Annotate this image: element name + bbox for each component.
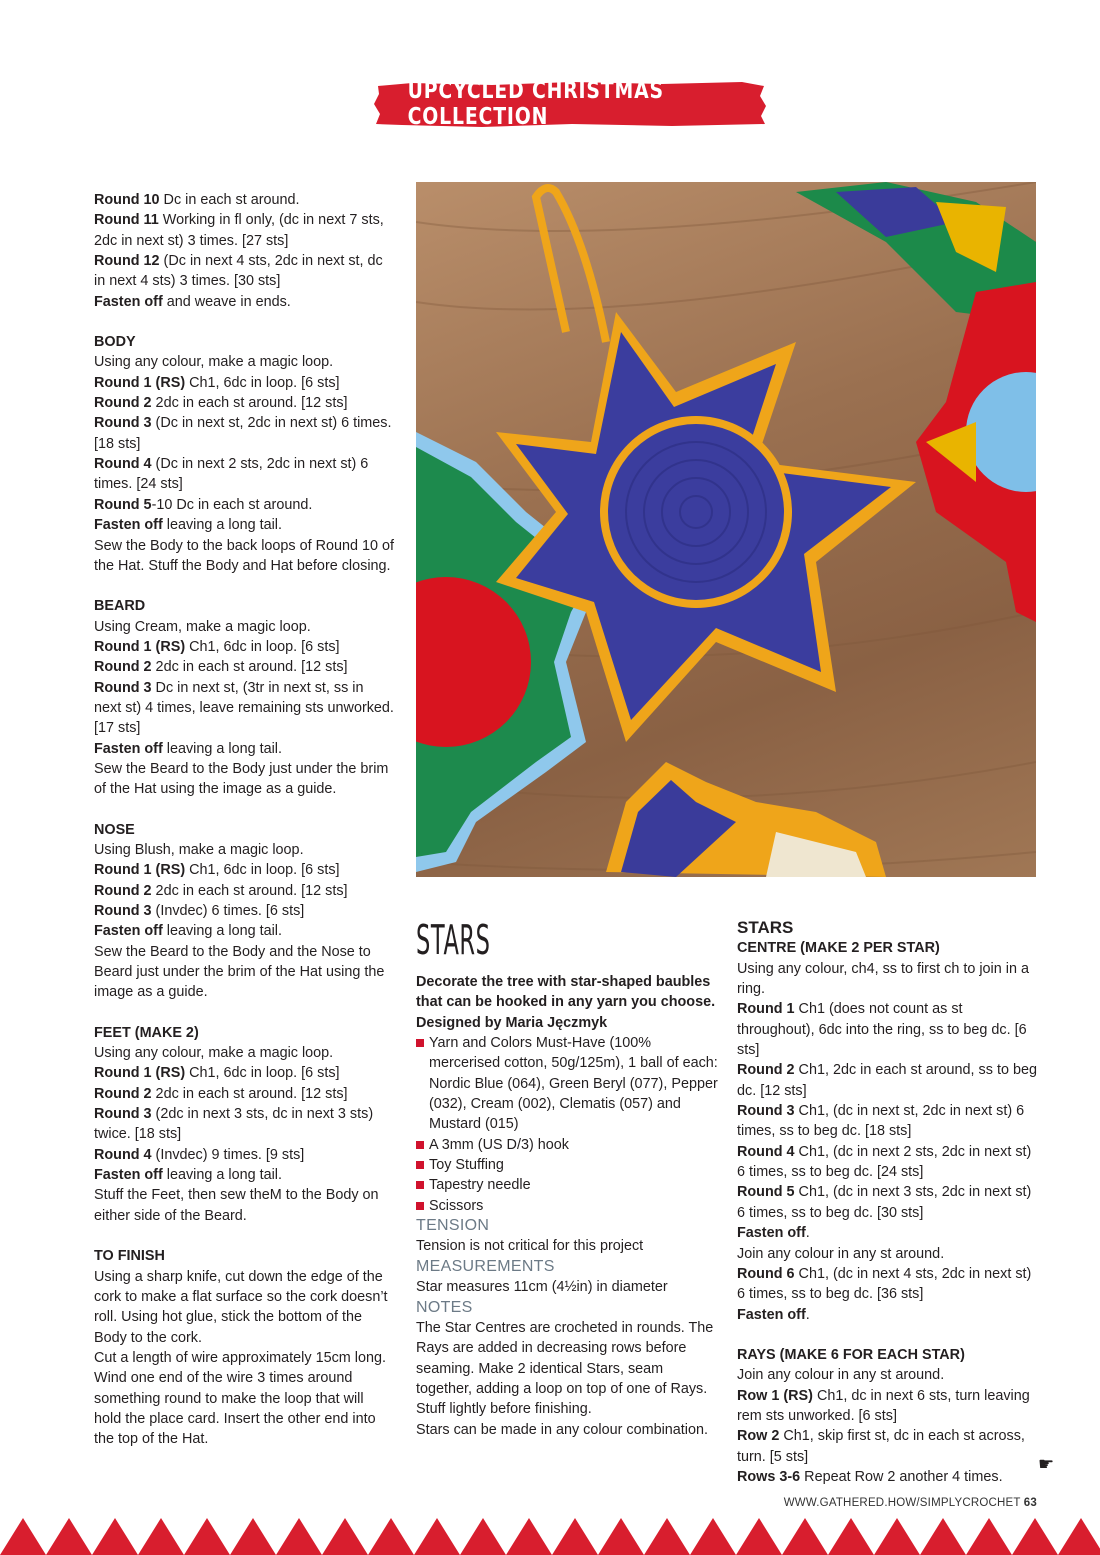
footer-url: WWW.GATHERED.HOW/SIMPLYCROCHET (783, 1497, 1024, 1509)
centre-fasten-2: Fasten off. (737, 1306, 810, 1323)
feet-fasten: Fasten off leaving a long tail. (94, 1167, 282, 1184)
body-round3: Round 3 (Dc in next st, 2dc in next st) 6 times. [18 sts] (94, 415, 392, 452)
page-number: 63 (1023, 1497, 1037, 1509)
body-sew: Sew the Body to the back loops of Round 10 of the Hat. Stuff the Body and Hat before closing. (94, 537, 395, 574)
beard-round1: Round 1 (RS) Ch1, 6dc in loop. [6 sts] (94, 638, 340, 655)
body-round4: Round 4 (Dc in next 2 sts, 2dc in next st) 6 times. [24 sts] (94, 456, 369, 493)
centre-round3: Round 3 Ch1, (dc in next st, 2dc in next st) 6 times, ss to beg dc. [18 sts] (737, 1103, 1025, 1140)
beard-round2: Round 2 2dc in each st around. [12 sts] (94, 659, 348, 676)
materials-item: Tapestry needle (416, 1175, 721, 1195)
round12-line: Round 12 (Dc in next 4 sts, 2dc in next st, dc in next 4 sts) 3 times. [30 sts] (94, 253, 383, 290)
feet-heading: FEET (MAKE 2) (94, 1024, 199, 1041)
body-fasten: Fasten off leaving a long tail. (94, 517, 282, 534)
notes-heading: NOTES (416, 1298, 473, 1316)
feet-round4: Round 4 (Invdec) 9 times. [9 sts] (94, 1146, 305, 1163)
feet-round2: Round 2 2dc in each st around. [12 sts] (94, 1085, 348, 1102)
beard-heading: BEARD (94, 598, 146, 615)
beard-sew: Sew the Beard to the Body just under the brim of the Hat using the image as a guide. (94, 760, 389, 798)
centre-round6: Round 6 Ch1, (dc in next 4 sts, 2dc in next st) 6 times, ss to beg dc. [36 sts] (737, 1265, 1032, 1303)
centre-intro: Using any colour, ch4, ss to first ch to join in a ring. (737, 960, 1029, 998)
beard-round3: Round 3 Dc in next st, (3tr in next st, ss in next st) 4 times, leave remaining sts unworked. [17 sts] (94, 679, 394, 737)
nose-round2: Round 2 2dc in each st around. [12 sts] (94, 882, 348, 899)
photo-illustration (416, 182, 1036, 877)
fasten-line: Fasten off and weave in ends. (94, 293, 291, 310)
stars-intro: Decorate the tree with star-shaped baubles that can be hooked in any yarn you choose. Designed by Maria Jęczmyk (416, 974, 716, 1031)
page-footer (784, 1497, 1037, 1509)
rays-row1: Row 1 (RS) Ch1, dc in next 6 sts, turn leaving rem sts unworked. [6 sts] (737, 1387, 1030, 1424)
centre-heading: CENTRE (MAKE 2 PER STAR) (737, 940, 940, 957)
section-banner (372, 80, 768, 128)
centre-fasten-1: Fasten off. (737, 1225, 810, 1242)
middle-column (416, 918, 721, 1440)
body-intro: Using any colour, make a magic loop. (94, 354, 334, 371)
materials-item: Toy Stuffing (416, 1155, 721, 1175)
measurements-text: Star measures 11cm (4½in) in diameter (416, 1279, 668, 1296)
round11-line: Round 11 Working in fl only, (dc in next 7 sts, 2dc in next st) 3 times. [27 sts] (94, 212, 384, 249)
materials-item: Yarn and Colors Must-Have (100% mercerised cotton, 50g/125m), 1 ball of each: Nordic Blue (064), Green Beryl (077), Pepper (032), Cream (002), Clematis (057) and Mustard (015) (416, 1033, 721, 1135)
body-round2: Round 2 2dc in each st around. [12 sts] (94, 395, 348, 412)
nose-round3: Round 3 (Invdec) 6 times. [6 sts] (94, 903, 305, 919)
nose-sew: Sew the Beard to the Body and the Nose to Beard just under the brim of the Hat using the image as a guide. (94, 943, 385, 1001)
beard-intro: Using Cream, make a magic loop. (94, 618, 311, 635)
centre-round5: Round 5 Ch1, (dc in next 3 sts, 2dc in next st) 6 times, ss to beg dc. [30 sts] (737, 1184, 1032, 1221)
stars-pattern-title: STARS (737, 918, 794, 937)
rays-rows3-6: Rows 3-6 Repeat Row 2 another 4 times. (737, 1468, 1003, 1485)
finish-paragraph-2: Cut a length of wire approximately 15cm long. Wind one end of the wire 3 times around something round to make the loop that will hold the place card. Insert the other end into the top of the Hat. (94, 1349, 386, 1448)
feet-stuff: Stuff the Feet, then sew theM to the Body on either side of the Beard. (94, 1187, 379, 1224)
nose-intro: Using Blush, make a magic loop. (94, 841, 304, 858)
crochet-stars-photo (416, 182, 1036, 877)
materials-item: Scissors (416, 1196, 721, 1216)
feet-round1: Round 1 (RS) Ch1, 6dc in loop. [6 sts] (94, 1065, 340, 1082)
centre-join: Join any colour in any st around. (737, 1245, 945, 1262)
tension-heading: TENSION (416, 1217, 490, 1235)
banner-title: UPCYCLED CHRISTMAS COLLECTION (407, 78, 664, 130)
finish-paragraph-1: Using a sharp knife, cut down the edge of the cork to make a flat surface so the cork doesn’t roll. Using hot glue, stick the bottom of the Body to the cork. (94, 1268, 388, 1346)
round10-line: Round 10 Dc in each st around. (94, 192, 300, 208)
notes-paragraph-2: Stars can be made in any colour combination. (416, 1421, 708, 1438)
feet-intro: Using any colour, make a magic loop. (94, 1045, 334, 1062)
feet-round3: Round 3 (2dc in next 3 sts, dc in next 3 sts) twice. [18 sts] (94, 1106, 374, 1143)
left-column (94, 190, 394, 1450)
continue-arrow-icon: ☛ (1038, 1454, 1055, 1474)
rays-row2: Row 2 Ch1, skip first st, dc in each st across, turn. [5 sts] (737, 1428, 1025, 1465)
nose-heading: NOSE (94, 821, 135, 838)
measurements-heading: MEASUREMENTS (416, 1257, 555, 1275)
beard-fasten: Fasten off leaving a long tail. (94, 740, 282, 757)
centre-round2: Round 2 Ch1, 2dc in each st around, ss to beg dc. [12 sts] (737, 1062, 1037, 1099)
centre-round4: Round 4 Ch1, (dc in next 2 sts, 2dc in next st) 6 times, ss to beg dc. [24 sts] (737, 1143, 1032, 1181)
centre-round1: Round 1 Ch1 (does not count as st throughout), 6dc into the ring, ss to beg dc. [6 sts] (737, 1001, 1027, 1059)
rays-intro: Join any colour in any st around. (737, 1367, 945, 1384)
notes-paragraph-1: The Star Centres are crocheted in rounds. The Rays are added in decreasing rows before seaming. Make 2 identical Stars, seam together, adding a loop on top of one of Rays. Stuff lightly before finishing. (416, 1319, 714, 1418)
body-heading: BODY (94, 334, 136, 351)
finish-heading: TO FINISH (94, 1248, 165, 1265)
tension-text: Tension is not critical for this project (416, 1238, 644, 1255)
body-round1: Round 1 (RS) Ch1, 6dc in loop. [6 sts] (94, 374, 340, 391)
nose-fasten: Fasten off leaving a long tail. (94, 923, 282, 940)
right-column (737, 918, 1042, 1487)
materials-item: A 3mm (US D/3) hook (416, 1135, 721, 1155)
nose-round1: Round 1 (RS) Ch1, 6dc in loop. [6 sts] (94, 862, 340, 879)
body-round5: Round 5-10 Dc in each st around. (94, 496, 313, 513)
stars-title: STARS (416, 916, 491, 964)
materials-list (416, 1033, 721, 1216)
rays-heading: RAYS (MAKE 6 FOR EACH STAR) (737, 1346, 965, 1363)
zigzag-border (0, 1518, 1100, 1555)
